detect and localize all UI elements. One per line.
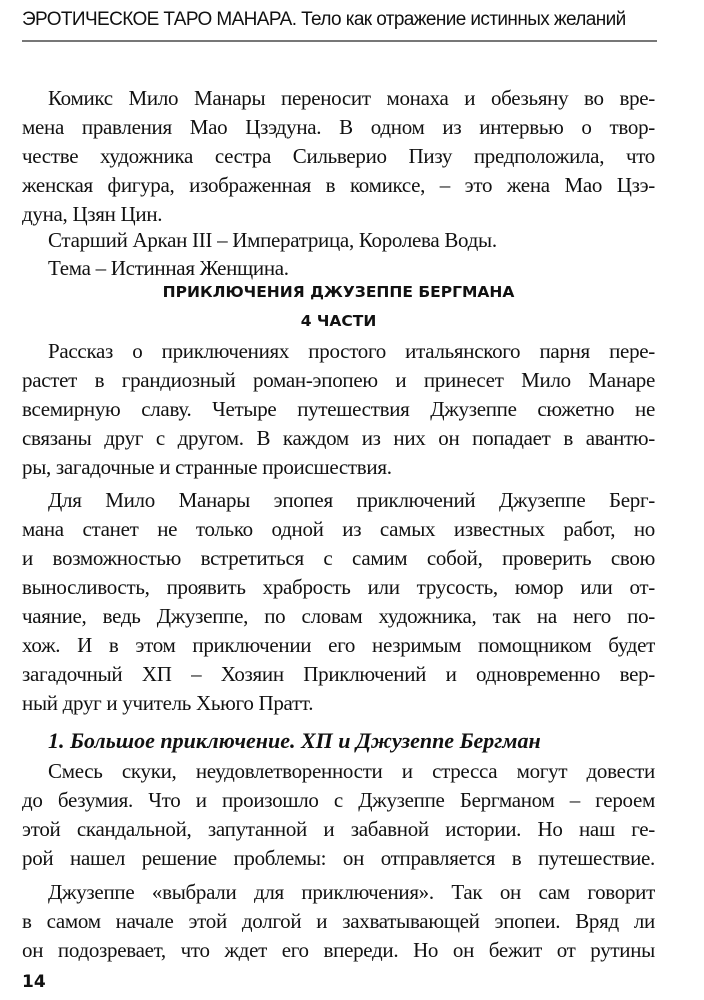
text-line: загадочный ХП – Хозяин Приключений и одновременно вер- <box>22 662 655 686</box>
text-line: Джузеппе «выбрали для приключения». Так он сам говорит <box>48 880 655 904</box>
section-subtitle: 4 ЧАСТИ <box>300 312 377 330</box>
text-line: хож. И в этом приключении его незримым помощником будет <box>22 633 655 657</box>
text-line: до безумия. Что и произошло с Джузеппе Бергманом – героем <box>22 788 655 812</box>
text-line: Комикс Мило Манары переносит монаха и обезьяну во вре- <box>48 86 655 110</box>
text-line: растет в грандиозный роман-эпопею и принесет Мило Манаре <box>22 368 655 392</box>
text-line: женская фигура, изображенная в комиксе, – это жена Мао Цзэ- <box>22 173 655 197</box>
text-line: Смесь скуки, неудовлетворенности и стресса могут довести <box>48 759 655 783</box>
text-line: мена правления Мао Цзэдуна. В одном из интервью о твор- <box>22 115 655 139</box>
text-line: связаны друг с другом. В каждом из них он попадает в авантю- <box>22 426 655 450</box>
text-line: Тема – Истинная Женщина. <box>48 256 289 280</box>
text-line: честве художника сестра Сильверио Пизу предположила, что <box>22 144 655 168</box>
running-header: ЭРОТИЧЕСКОЕ ТАРО МАНАРА. Тело как отражение истинных желаний <box>22 9 626 30</box>
text-line: чаяние, ведь Джузеппе, по словам художника, так на него по- <box>22 604 655 628</box>
chapter-heading: 1. Большое приключение. ХП и Джузеппе Бергман <box>48 728 541 753</box>
text-line: всемирную славу. Четыре путешествия Джузеппе сюжетно не <box>22 397 655 421</box>
text-line: Для Мило Манары эпопея приключений Джузеппе Берг- <box>48 488 655 512</box>
text-line: дуна, Цзян Цин. <box>22 202 163 226</box>
text-line: ный друг и учитель Хьюго Пратт. <box>22 691 314 715</box>
header-rule <box>22 40 657 42</box>
text-line: мана станет не только одной из самых известных работ, но <box>22 517 655 541</box>
text-line: ры, загадочные и странные происшествия. <box>22 455 392 479</box>
text-line: Старший Аркан III – Императрица, Королева Воды. <box>48 228 497 252</box>
text-line: и возможностью встретиться с самим собой, проверить свою <box>22 546 655 570</box>
text-line: выносливость, проявить храбрость или трусость, юмор или от- <box>22 575 655 599</box>
text-line: рой нашел решение проблемы: он отправляется в путешествие. <box>22 846 655 870</box>
page-number: 14 <box>22 972 46 992</box>
text-line: в самом начале этой долгой и захватывающей эпопеи. Вряд ли <box>22 909 655 933</box>
text-line: он подозревает, что ждет его впереди. Но он бежит от рутины <box>22 938 655 962</box>
text-line: этой скандальной, запутанной и забавной истории. Но наш ге- <box>22 817 655 841</box>
text-line: Рассказ о приключениях простого итальянского парня пере- <box>48 339 655 363</box>
section-title: ПРИКЛЮЧЕНИЯ ДЖУЗЕППЕ БЕРГМАНА <box>162 283 515 301</box>
